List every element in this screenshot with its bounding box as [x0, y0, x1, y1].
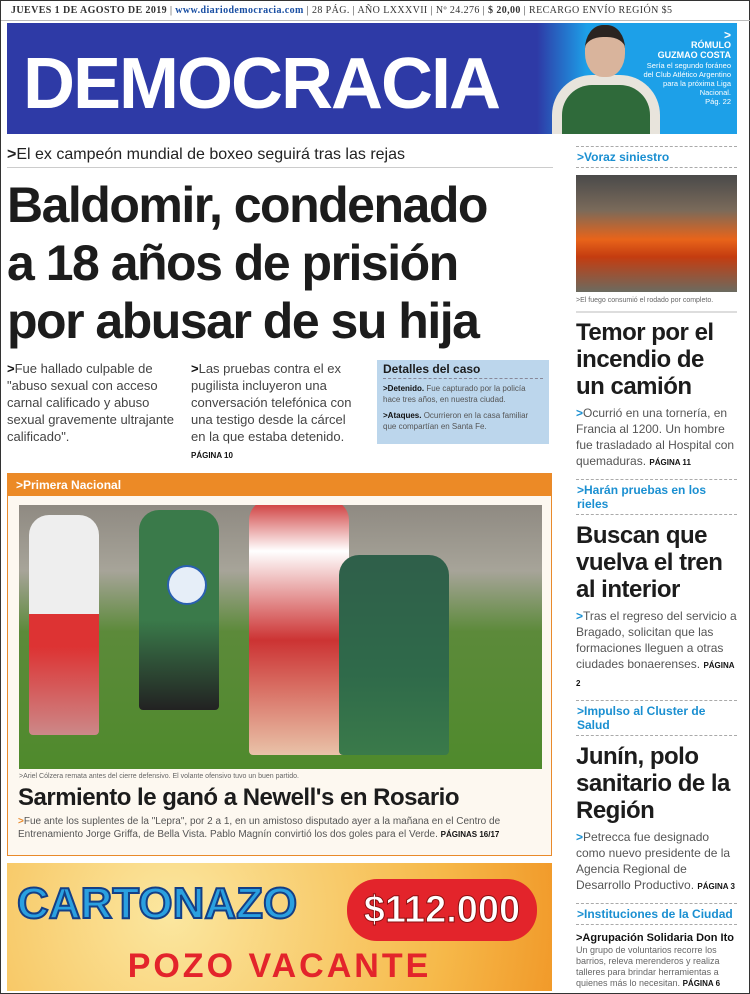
ad-brand: CARTONAZO [17, 879, 298, 928]
surcharge: RECARGO ENVÍO REGIÓN $5 [529, 5, 673, 16]
photo-caption: >El fuego consumió el rodado por completo. [576, 296, 737, 313]
health-summary: >Petrecca fue designado como nuevo presidente de la Agencia Regional de Desarrollo Productivo. PÁGINA 3 [576, 830, 735, 892]
year: AÑO LXXXVII [357, 5, 428, 16]
promo-page: Pág. 22 [705, 96, 731, 106]
train-summary: >Tras el regreso del servicio a Bragado, solicitan que las formaciones lleguen a otras ciudades bonaerenses. PÁGINA 2 [576, 609, 737, 688]
institutions-subhead: >Agrupación Solidaria Don Ito [576, 932, 734, 944]
ad-prize: $112.000 [347, 879, 537, 941]
cartonazo-ad[interactable] [7, 863, 552, 991]
section-trenes: >Harán pruebas en los rieles [576, 479, 737, 515]
case-details-box [377, 360, 549, 444]
headline-line: Baldomir, condenado [7, 177, 487, 233]
section-voraz-siniestro: >Voraz siniestro [576, 146, 737, 168]
detail-item: >Ataques. Ocurrieron en la casa familiar que compartían en Santa Fe. [383, 411, 529, 431]
sports-summary: >Fue ante los suplentes de la "Lepra", por 2 a 1, en un amistoso disputado ayer a la mañana en el Centro de Entrenamiento Jorge Griffa, de Bella Vista. Pablo Magnín convirtió los dos goles para el Verde. PÁGINAS 16/17 [18, 816, 501, 840]
promo-text: Sería el segundo foráneo del Club Atlético Argentino para la próxima Liga Nacional. [643, 60, 731, 97]
summary-columns [7, 360, 553, 464]
promo-teaser[interactable] [537, 23, 737, 134]
right-column [576, 146, 737, 989]
sports-headline[interactable]: Sarmiento le ganó a Newell's en Rosario [18, 784, 460, 811]
train-headline[interactable]: Buscan que vuelva el tren al interior [576, 522, 723, 603]
section-tag: >Primera Nacional [8, 474, 551, 496]
ad-subtitle: POZO VACANTE [127, 947, 432, 985]
section-instituciones: >Instituciones de la Ciudad [576, 903, 737, 925]
page-count: 28 PÁG. [311, 5, 350, 16]
website-link[interactable]: www.diariodemocracia.com [175, 5, 304, 16]
price: $ 20,00 [488, 5, 521, 16]
detail-item: >Detenido. Fue capturado por la policía hace tres años, en nuestra ciudad. [383, 384, 526, 404]
institutions-summary: Un grupo de voluntarios recorre los barrios, releva merenderos y realiza talleres para brindar herramientas a quienes más lo necesitan. PÁGINA 6 [576, 945, 721, 988]
main-story [7, 146, 553, 464]
promo-name-2: GUZMAO COSTA [657, 49, 731, 60]
fire-headline[interactable]: Temor por el incendio de un camión [576, 319, 714, 400]
issue-info-bar: JUEVES 1 DE AGOSTO DE 2019 | www.diariodemocracia.com | 28 PÁG. | AÑO LXXXVII | Nº 24.276 | $ 20,00 | RECARGO ENVÍO REGIÓN $5 [1, 1, 750, 21]
photo-caption: >Ariel Cólzera remata antes del cierre defensivo. El volante ofensivo tuvo un buen partido. [19, 773, 299, 780]
summary-column-2: >Las pruebas contra el ex pugilista incluyeron una conversación telefónica con una testigo desde la cárcel en la que estaba detenido. PÁGINA 10 [191, 361, 352, 460]
newspaper-logo: DEMOCRACIA [23, 44, 499, 124]
promo-arrow: > [723, 28, 731, 42]
football-photo [19, 505, 542, 769]
page-ref: PÁGINA 10 [191, 451, 233, 460]
issue-date: JUEVES 1 DE AGOSTO DE 2019 [11, 5, 168, 16]
summary-column-1: >Fue hallado culpable de "abuso sexual con acceso carnal calificado y abuso sexual gravemente ultrajante calificado". [7, 361, 174, 444]
main-headline[interactable] [7, 176, 553, 350]
institutions-story[interactable] [576, 932, 737, 989]
issue-number: Nº 24.276 [435, 5, 480, 16]
kicker-text: El ex campeón mundial de boxeo seguirá tras las rejas [16, 146, 405, 163]
health-headline[interactable]: Junín, polo sanitario de la Región [576, 743, 730, 824]
summary-text: Fue hallado culpable de "abuso sexual con acceso carnal calificado y abuso sexual gravemente ultrajante calificado". [7, 361, 174, 444]
headline-line: a 18 años de prisión [7, 235, 458, 291]
headline-line: por abusar de su hija [7, 293, 479, 349]
sports-story[interactable] [7, 473, 552, 856]
fire-summary: >Ocurrió en una tornería, en Francia al 1200. Un hombre fue trasladado al Hospital con quemaduras. PÁGINA 11 [576, 406, 735, 468]
masthead [7, 23, 737, 134]
page-ref: PÁGINAS 16/17 [440, 830, 500, 839]
box-title: Detalles del caso [383, 364, 543, 379]
summary-text: Las pruebas contra el ex pugilista incluyeron una conversación telefónica con una testigo desde la cárcel en la que estaba detenido. [191, 361, 352, 444]
kicker-arrow: > [7, 146, 17, 163]
section-cluster-salud: >Impulso al Cluster de Salud [576, 700, 737, 736]
truck-fire-photo [576, 175, 737, 292]
promo-name-1: RÓMULO [691, 40, 731, 50]
main-kicker [7, 146, 553, 168]
